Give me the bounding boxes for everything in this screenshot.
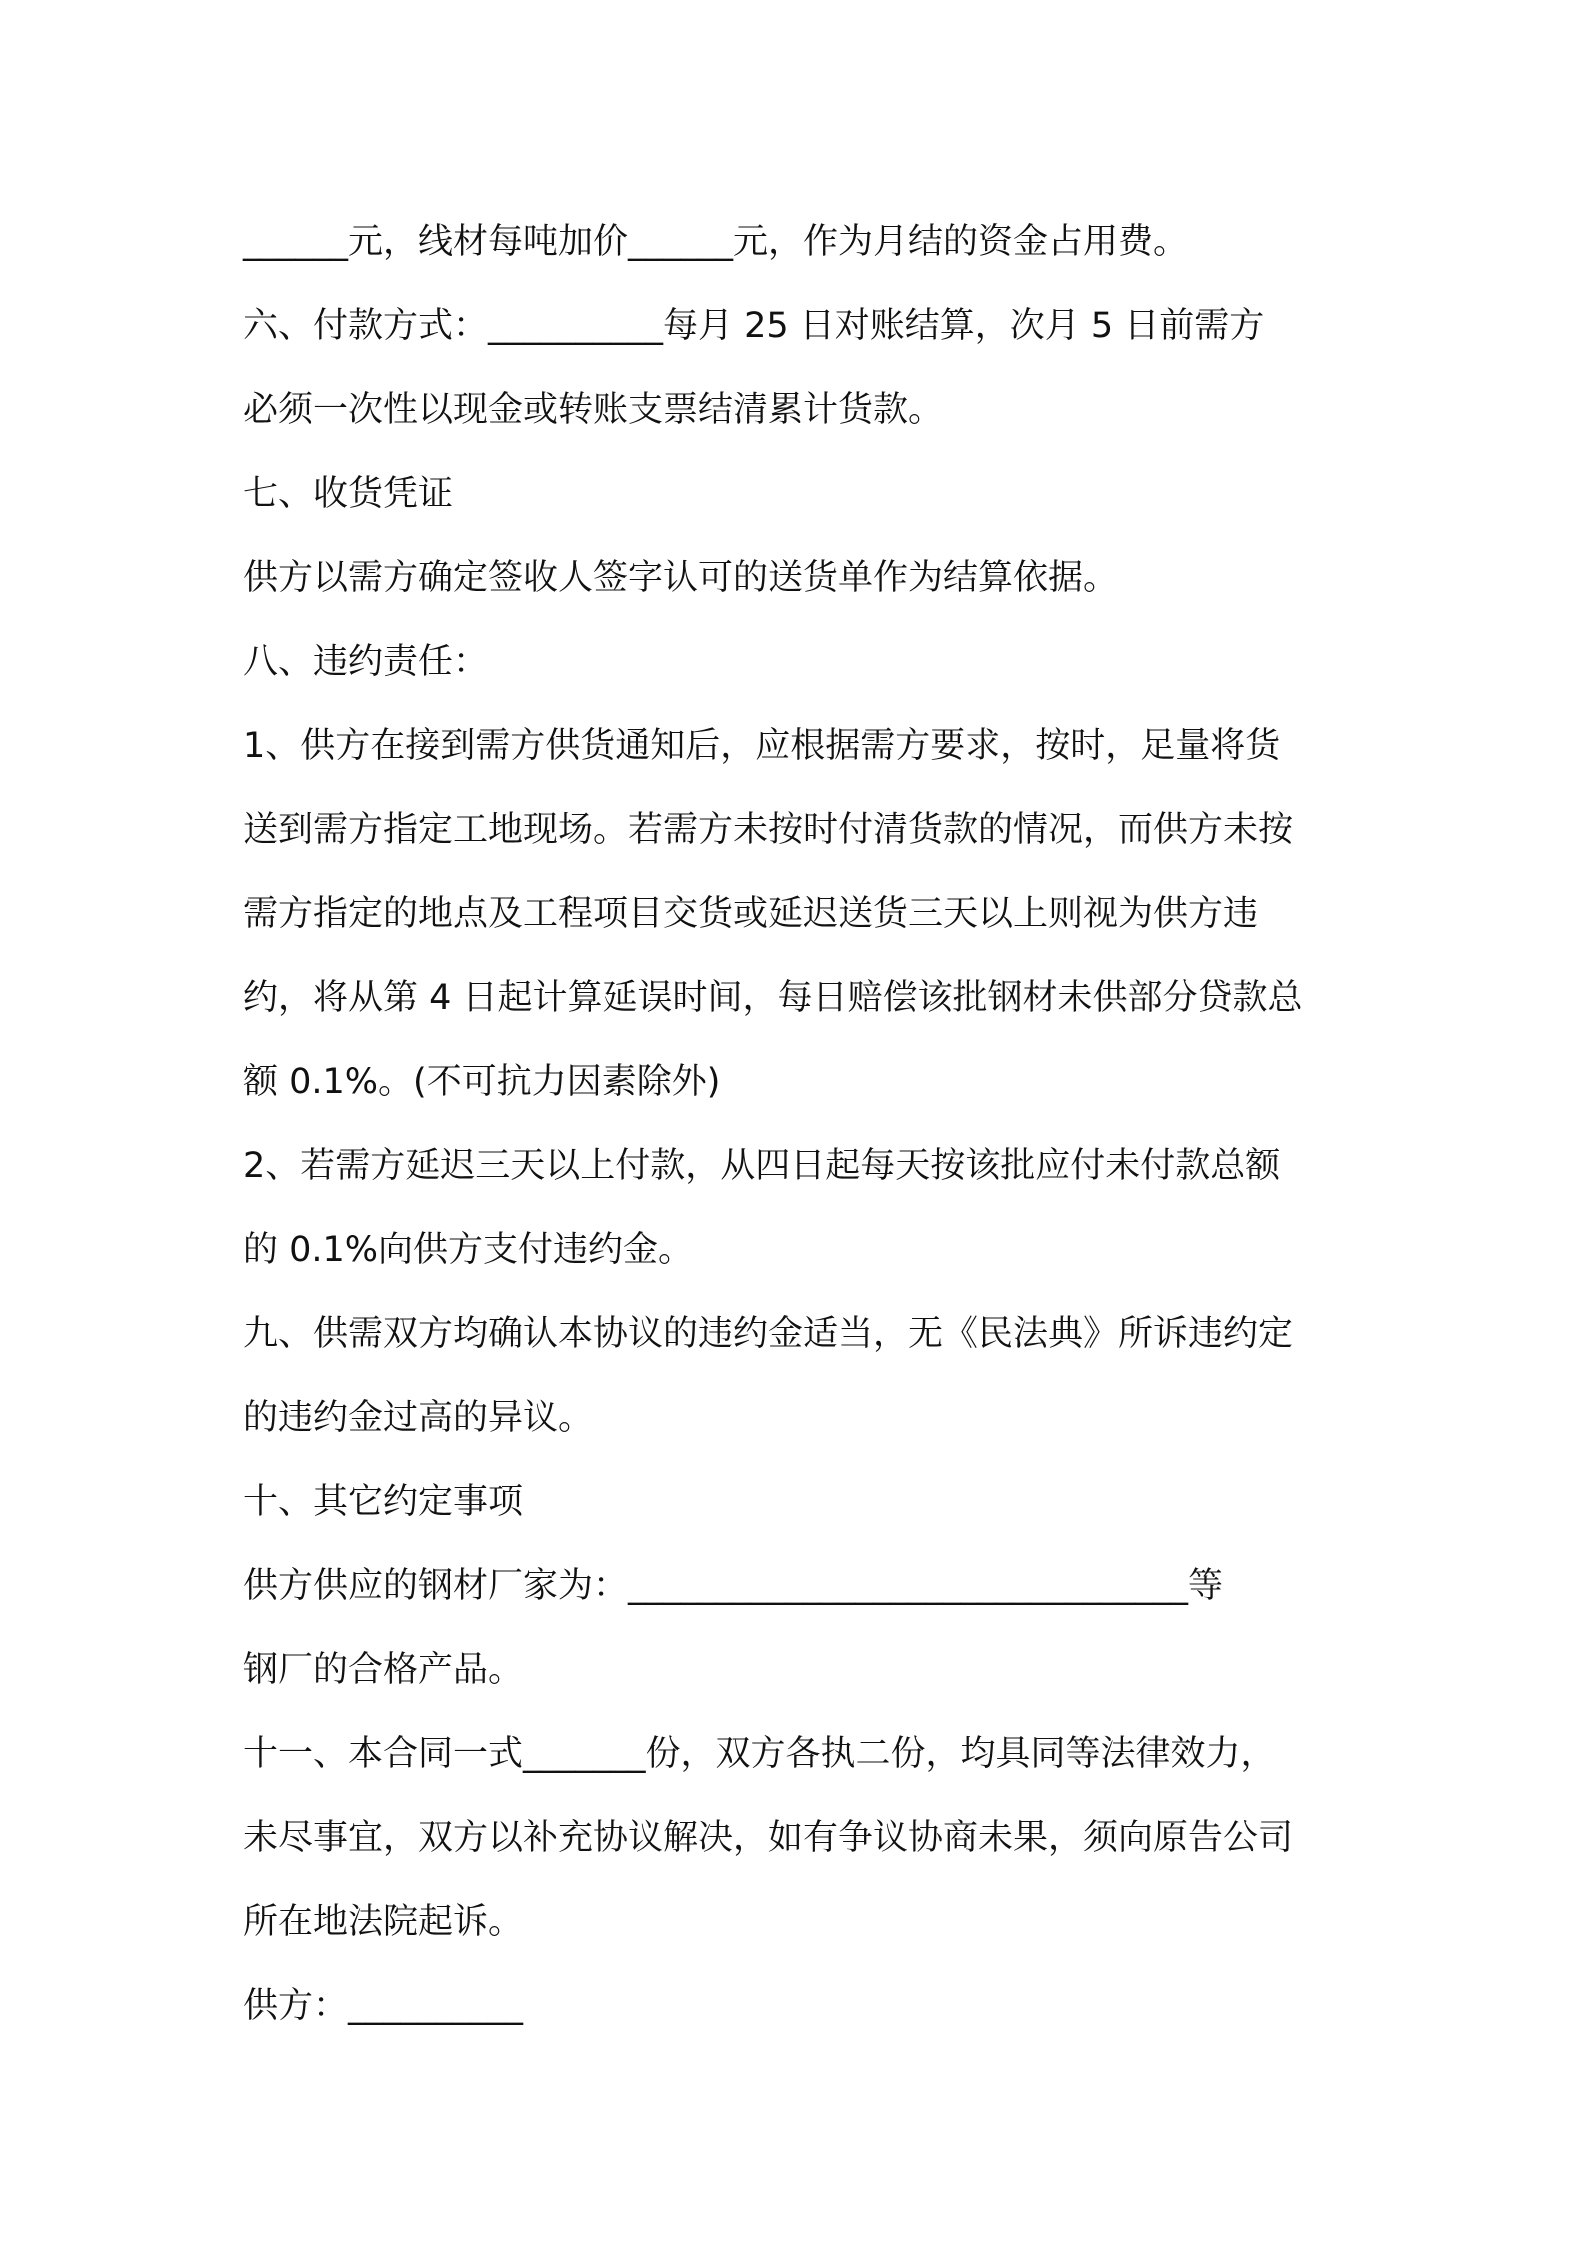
text-line: 1、供方在接到需方供货通知后，应根据需方要求，按时，足量将货: [243, 726, 1281, 766]
payment-method-line: 六、付款方式：__________每月 25 日对账结算，次月 5 日前需方: [243, 306, 1265, 346]
section-line-penalty-confirmation: 九、供需双方均确认本协议的违约金适当，无《民法典》所诉违约定: [243, 1314, 1294, 1354]
text-line: 的违约金过高的异议。: [243, 1398, 594, 1438]
text-line: 2、若需方延迟三天以上付款，从四日起每天按该批应付未付款总额: [243, 1146, 1281, 1186]
section-heading-liability: 八、违约责任：: [243, 642, 489, 682]
document-body: [243, 200, 1363, 2048]
section-line-copies: 十一、本合同一式_______份，双方各执二份，均具同等法律效力，: [243, 1734, 1276, 1774]
text-line: 所在地法院起诉。: [243, 1902, 524, 1942]
text-line: 需方指定的地点及工程项目交货或延迟送货三天以上则视为供方违: [243, 894, 1259, 934]
text-line: 必须一次性以现金或转账支票结清累计货款。: [243, 390, 944, 430]
supplier-signature-line: 供方：__________: [243, 1986, 524, 2026]
text-line: 供方供应的钢材厂家为：________________________________等: [243, 1566, 1224, 1606]
section-heading-other-terms: 十、其它约定事项: [243, 1482, 524, 1522]
section-heading-receipt: 七、收货凭证: [243, 474, 454, 514]
text-line: 供方以需方确定签收人签字认可的送货单作为结算依据。: [243, 558, 1119, 598]
text-line: 的 0.1%向供方支付违约金。: [243, 1230, 694, 1270]
text-line: 钢厂的合格产品。: [243, 1650, 524, 1690]
text-line: 约，将从第 4 日起计算延误时间，每日赔偿该批钢材未供部分贷款总: [243, 978, 1303, 1018]
text-line: ______元，线材每吨加价______元，作为月结的资金占用费。: [243, 222, 1189, 262]
text-line: 额 0.1%。(不可抗力因素除外): [243, 1062, 721, 1102]
text-line: 未尽事宜，双方以补充协议解决，如有争议协商未果，须向原告公司: [243, 1818, 1294, 1858]
text-line: 送到需方指定工地现场。若需方未按时付清货款的情况，而供方未按: [243, 810, 1294, 850]
